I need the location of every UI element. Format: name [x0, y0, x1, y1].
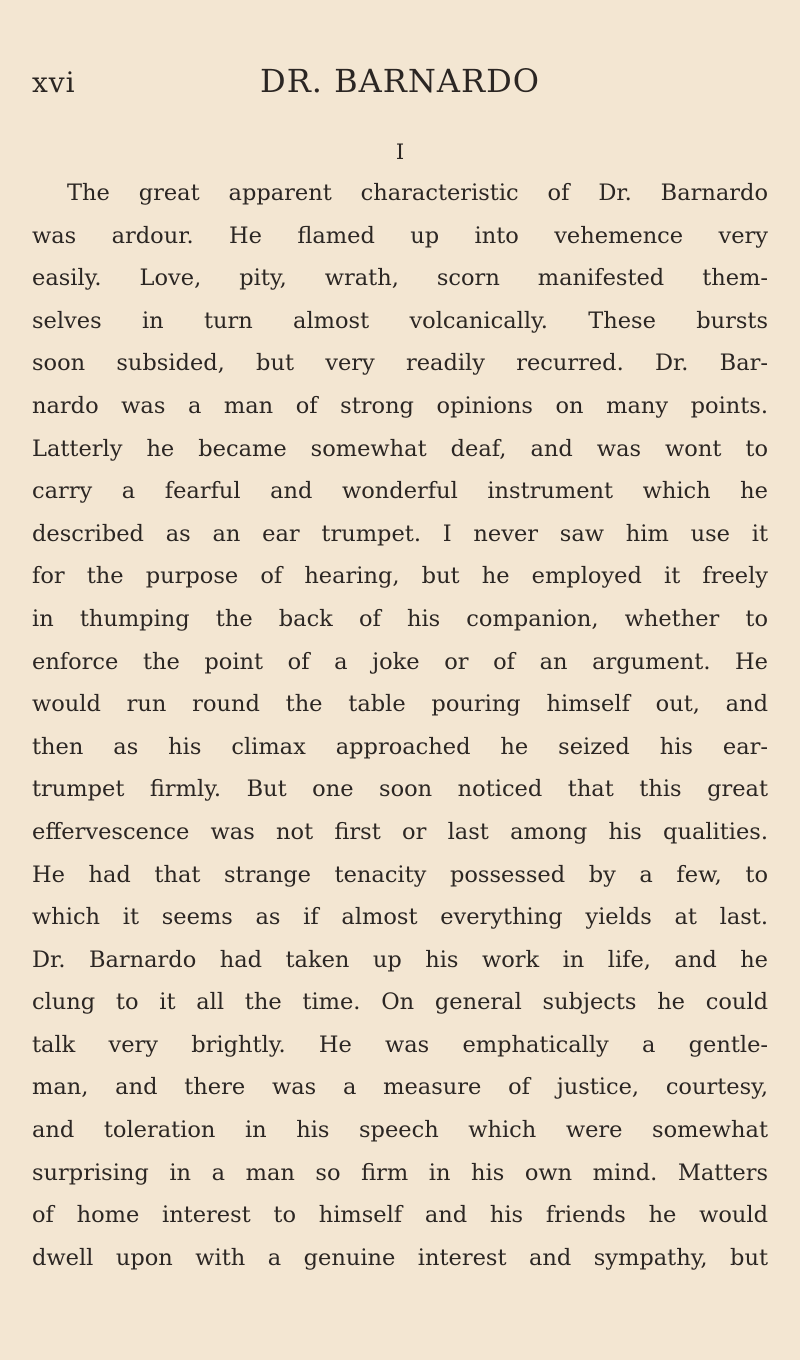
text-line: dwell upon with a genuine interest and sympathy, but [32, 1244, 768, 1271]
text-line: of home interest to himself and his friends he would [32, 1202, 768, 1229]
text-line: and toleration in his speech which were somewhat [32, 1117, 768, 1144]
text-line: effervescence was not first or last among his qualities. [32, 818, 768, 845]
running-title: DR. BARNARDO [260, 62, 540, 100]
text-line: Latterly he became somewhat deaf, and was wont to [32, 435, 768, 462]
text-line: described as an ear trumpet. I never saw him use it [32, 520, 768, 547]
section-number: I [395, 140, 405, 164]
text-line: was ardour. He flamed up into vehemence very [32, 222, 768, 249]
text-line: talk very brightly. He was emphatically a gentle- [32, 1031, 768, 1058]
text-line: The great apparent characteristic of Dr. Barnardo [67, 180, 768, 206]
text-line: then as his climax approached he seized his ear- [32, 733, 768, 760]
text-line: clung to it all the time. On general subjects he could [32, 989, 768, 1016]
text-line: would run round the table pouring himself out, and [32, 691, 768, 718]
text-line: carry a fearful and wonderful instrument which he [32, 478, 768, 505]
text-line: man, and there was a measure of justice, courtesy, [32, 1074, 768, 1101]
body-text [32, 172, 768, 1279]
text-line: soon subsided, but very readily recurred. Dr. Bar- [32, 350, 768, 377]
text-line: which it seems as if almost everything yields at last. [32, 904, 768, 931]
text-line: Dr. Barnardo had taken up his work in life, and he [32, 946, 768, 973]
text-line: surprising in a man so firm in his own mind. Matters [32, 1159, 768, 1186]
text-line: enforce the point of a joke or of an argument. He [32, 648, 768, 675]
text-line: He had that strange tenacity possessed by a few, to [32, 861, 768, 888]
text-line: nardo was a man of strong opinions on many points. [32, 392, 768, 419]
text-line: trumpet firmly. But one soon noticed that this great [32, 776, 768, 803]
text-line: easily. Love, pity, wrath, scorn manifested them- [32, 265, 768, 292]
text-line: for the purpose of hearing, but he employed it freely [32, 563, 768, 590]
text-line: selves in turn almost volcanically. These bursts [32, 307, 768, 334]
running-head [0, 60, 800, 100]
page-number: xvi [32, 66, 76, 99]
text-line: in thumping the back of his companion, whether to [32, 605, 768, 632]
